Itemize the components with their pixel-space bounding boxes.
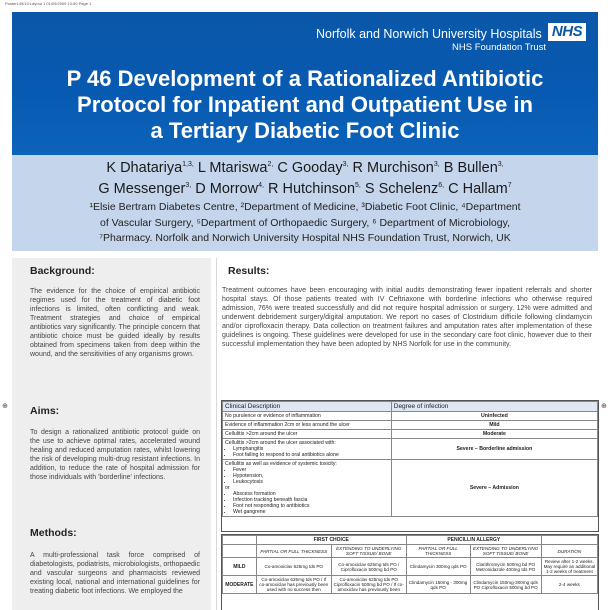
table-header-row [223,402,598,412]
table-cell: Severe – Admission [391,460,597,517]
table-cell: Mild [391,421,597,430]
affiliation-line-3: ⁷Pharmacy. Norfolk and Norwich University Hospital NHS Foundation Trust, Norwich, UK [99,232,511,244]
table-cell: Severe – Borderline admission [391,439,597,460]
table-cell: No purulence or evidence of inflammation [223,412,392,421]
table-cell: Clarithromycin 500mg bd PO Metronidazole 400mg tds PO [470,558,541,576]
column-header: PENICILLIN ALLERGY [406,536,541,545]
registration-mark-icon: ⊕ [601,403,607,410]
author: R Murchison [352,160,434,176]
affiliation-line-1: ¹Elsie Bertram Diabetes Centre, ²Department of Medicine, ³Diabetic Foot Clinic, ⁴Department [89,201,521,213]
cell-text: Cellulitis as well as evidence of systemic toxicity: [225,461,337,467]
table-cell [223,536,257,545]
author-superscript: 4, [258,182,264,190]
author-superscript: 7 [507,182,512,190]
author-superscript: 3, [497,161,504,169]
list-item: • Foot failing to respond to oral antibiotics alone [233,452,389,458]
author-line-2 [30,179,580,200]
author: G Messenger [98,181,186,197]
column-divider [216,258,217,610]
crop-mark-text: Poster149/10:Layout 1 01/09/2009 10:50 Page 1 [5,1,92,6]
table-row [223,439,598,460]
infection-classification-table [221,400,599,532]
author: D Morrow [195,181,259,197]
bullet-list [225,446,389,458]
table-row [223,558,598,576]
affiliation-line-2: of Vascular Surgery, ⁵Department of Orthopaedic Surgery, ⁶ Department of Microbiology, [100,216,510,229]
author-line-1 [30,158,580,179]
author-superscript: 2, [267,161,274,169]
table-cell: Co-amoxiclav 625mg tds PO / Ciprofloxacin 500mg bd PO [331,558,406,576]
methods-text: A multi-professional task force comprised of diabetologists, podiatrists, microbiologists, orthopaedic and vascular surgeons and pharmacists reviewed existing local, national and international guidelines for treating diabetic foot infections. We employed the [30,552,200,595]
table-cell [541,536,597,545]
author-superscript: 3, [185,182,192,190]
list-item: • Lymphangitis [233,446,389,452]
table-cell: Uninfected [391,412,597,421]
column-header: Degree of infection [391,402,597,412]
list-item: • Foot not responding to antibiotics [233,503,389,509]
table-cell: MILD [223,558,257,576]
table-cell: Clindamycin 300mg qds PO [406,558,470,576]
table-cell: Co-amoxiclav 625mg tds PO Ciprofloxacin 500mg bd PO / If co-amoxiclav has previously been [331,576,406,594]
column-header: EXTENDING TO UNDERLYING SOFT TISSUE/ BONE [470,545,541,558]
list-item: • Hypotension, [233,473,389,479]
column-header: FIRST CHOICE [256,536,406,545]
table-cell: Cellulitis >2cm around the ulcer [223,430,392,439]
table-header-row [223,536,598,545]
table-row [223,430,598,439]
author: C Gooday [277,160,343,176]
table-row [223,576,598,594]
aims-heading: Aims: [30,405,60,417]
author: B Bullen [443,160,498,176]
table-cell: Co-amoxiclav 625mg tds PO [256,558,331,576]
table-row [223,412,598,421]
table-cell: Clindamycin 150mg-300mg qds PO Ciprofloxacin 500mg bd PO [470,576,541,594]
methods-heading: Methods: [30,527,77,539]
table-cell: Clindamycin 150mg - 300mg qds PO [406,576,470,594]
author-superscript: 6, [438,182,445,190]
list-item: • Wet gangrene [233,509,389,515]
author: K Dhatariya [106,160,183,176]
aims-text: To design a rationalized antibiotic protocol guide on the use to achieve optimal rates, accelerated wound healing and reduced amputation rates, whilst lowering the risk of developing multi-drug resistant infections. In addition, to reduce the rate of hospital admission for those individuals with 'borderline' infections. [30,429,200,481]
title-line-3: a Tertiary Diabetic Foot Clinic [150,118,460,143]
column-header: EXTENDING TO UNDERLYING SOFT TISSUE/ BONE [331,545,406,558]
results-heading: Results: [228,265,270,277]
results-text: Treatment outcomes have been encouraging with initial audits demonstrating fewer inpatient referrals and shorter hospital stays. Of those patients treated with IV Ceftriaxone with borderline infections who otherwise required admission, 76% were treated successfully and did not require hospital admission or surgery. 12% were admitted and underwent debridement surgery/digital amputation. We report no cases of Clostridium difficile following clindamycin and/or ciprofloxacin therapy. Data collection on treatment failures and amputation rates after implementation of these guidelines is ongoing. These guidelines were developed for use in the secondary care foot clinic, however due to their successful implementation they have been adopted by NHS Norfolk for use in the community. [222,287,592,348]
organisation-name: Norfolk and Norwich University Hospitals [316,27,542,41]
author: S Schelenz [364,181,439,197]
table-cell: Evidence of inflammation 2cm or less around the ulcer [223,421,392,430]
affiliations [22,200,588,247]
bullet-list [225,467,389,485]
list-item: • Leukocytosis [233,479,389,485]
table-header-row [223,545,598,558]
table-cell [223,439,392,460]
column-header: Clinical Description [223,402,392,412]
author: L Mtariswa [197,160,268,176]
registration-mark-icon: ⊕ [2,403,8,410]
table-cell: Moderate [391,430,597,439]
cell-text: or [225,485,230,491]
list-item: • Abscess formation [233,491,389,497]
author-superscript: 3, [342,161,349,169]
trust-name: NHS Foundation Trust [452,42,546,53]
antibiotic-regimen-table [221,534,599,610]
table-row [223,421,598,430]
author-superscript: 1,3, [182,161,194,169]
table-cell: MODERATE [223,576,257,594]
background-text: The evidence for the choice of empirical antibiotic regimes used for the treatment of diabetic foot infections is limited, often conflicting and weak. Treatment strategies and choice of empirical antibiotics vary significantly. The principle concern that antibiotic choice must be guided ideally by results obtained from specimens taken from deep within the wound, and the sensitivities of any organisms grown. [30,288,200,358]
title-line-2: Protocol for Inpatient and Outpatient Use in [77,92,533,117]
table-row [223,460,598,517]
bullet-list [225,491,389,515]
nhs-logo: NHS [548,23,586,41]
author-list [30,158,580,200]
background-heading: Background: [30,265,95,277]
column-header: PARTIAL OR FULL THICKNESS [256,545,331,558]
poster-title [20,66,590,144]
table-cell [223,460,392,517]
author-superscript: 5, [355,182,361,190]
cell-text: Cellulitis >2cm around the ulcer associated with: [225,440,336,446]
title-line-1: P 46 Development of a Rationalized Antibiotic [66,66,544,91]
table-cell: Co-amoxiclav 625mg tds PO / If co-amoxiclav has previously been used with no success then [256,576,331,594]
table-cell: 2-4 weeks [541,576,597,594]
author: R Hutchinson [267,181,356,197]
column-header: DURATION [541,545,597,558]
list-item: • Infection tracking beneath fascia [233,497,389,503]
list-item: • Fever [233,467,389,473]
author-superscript: 3, [433,161,440,169]
author: C Hallam [448,181,508,197]
table-cell [223,545,257,558]
column-header: PARTIAL OR FULL THICKNESS [406,545,470,558]
table-cell: Review after 1-2 weeks. May require an additional 1-2 weeks of treatment [541,558,597,576]
